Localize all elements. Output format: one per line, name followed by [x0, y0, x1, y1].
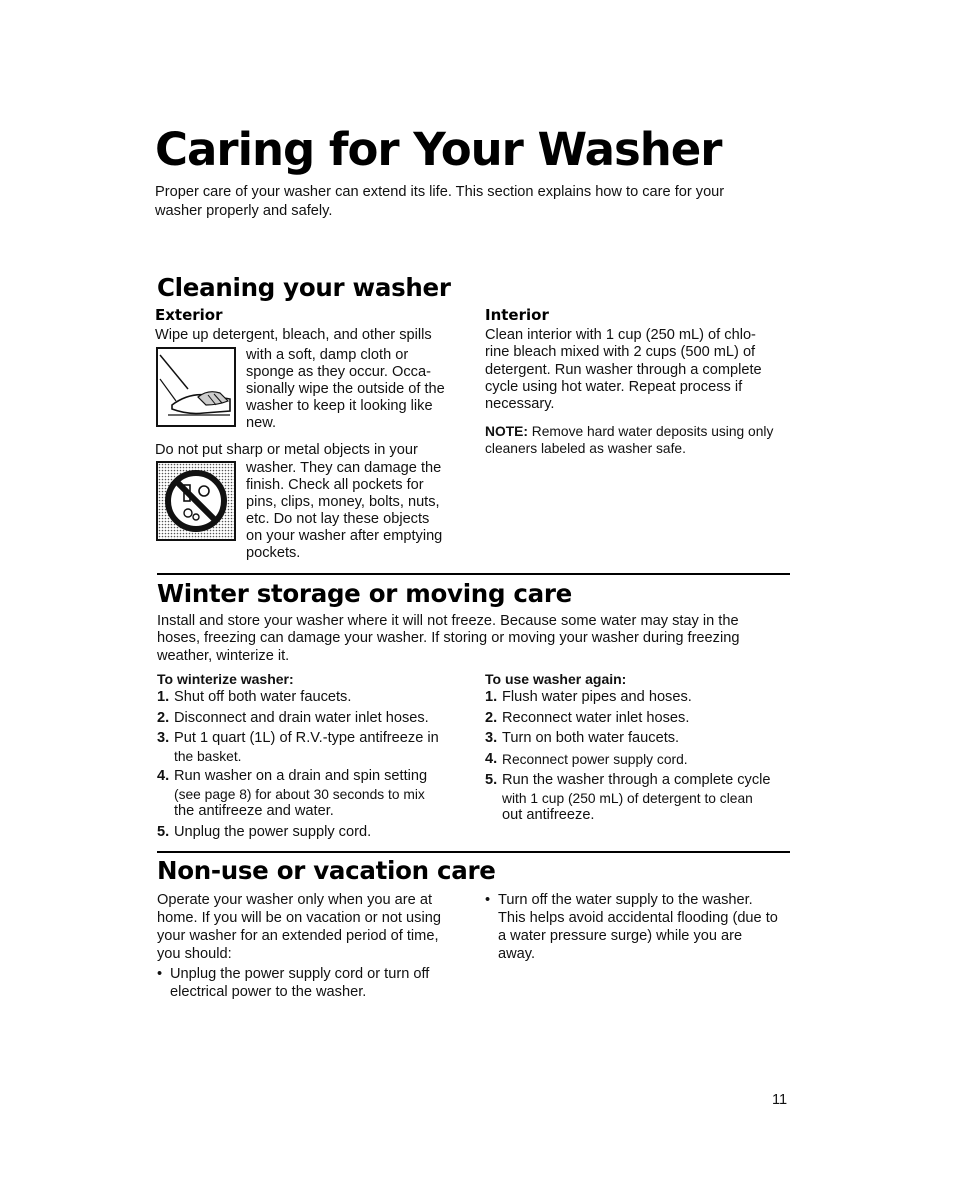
list-item: 1. Shut off both water faucets.	[157, 689, 352, 705]
use-again-heading: To use washer again:	[485, 671, 627, 687]
winterize-steps	[157, 689, 467, 844]
winter-heading: Winter storage or moving care	[157, 579, 572, 608]
nonuse-intro: Operate your washer only when you are at home. If you will be on vacation or not using your washer for an extended period of time, you should:	[157, 892, 441, 962]
page-number: 11	[772, 1092, 788, 1108]
list-item: 4. Reconnect power supply cord.	[485, 750, 688, 767]
exterior-wrap-line-5: new.	[246, 415, 277, 431]
note-text: Remove hard water deposits using only cleaners labeled as washer safe.	[485, 424, 774, 457]
exterior-wrap-line-3: sionally wipe the outside of the	[246, 381, 445, 397]
sharp-wrap-line-5: on your washer after emptying	[246, 528, 443, 544]
sharp-wrap-line-3: pins, clips, money, bolts, nuts,	[246, 494, 440, 510]
list-item: 3. Put 1 quart (1L) of R.V.-type antifreeze in the basket.	[157, 730, 439, 764]
list-item: • Unplug the power supply cord or turn off electrical power to the washer.	[157, 966, 430, 1000]
interior-note	[485, 423, 780, 458]
wiping-cloth-icon	[156, 347, 236, 427]
list-item: 3. Turn on both water faucets.	[485, 730, 680, 746]
winter-intro: Install and store your washer where it will not freeze. Because some water may stay in the hoses, freezing can damage your washer. If storing or moving your washer during freezing weather, winterize it.	[157, 613, 740, 664]
sharp-wrap-line-2: finish. Check all pockets for	[246, 477, 424, 493]
list-item: 4. Run washer on a drain and spin setting (see page 8) for about 30 seconds to mix the antifreeze and water.	[157, 768, 428, 819]
exterior-wrap-line-1: with a soft, damp cloth or	[246, 347, 409, 363]
exterior-lead-2: Do not put sharp or metal objects in your	[155, 442, 418, 458]
nonuse-heading: Non-use or vacation care	[157, 856, 496, 885]
exterior-lead-1: Wipe up detergent, bleach, and other spills	[155, 327, 432, 343]
list-item: 2. Disconnect and drain water inlet hoses.	[157, 709, 429, 726]
note-label: NOTE:	[485, 424, 528, 439]
nonuse-bullets-right	[485, 891, 780, 963]
winterize-heading: To winterize washer:	[157, 671, 294, 687]
sharp-wrap-line-1: washer. They can damage the	[246, 460, 442, 476]
exterior-wrap-line-2: sponge as they occur. Occa-	[246, 364, 431, 380]
nonuse-bullets-left	[157, 965, 457, 1001]
list-item: 1. Flush water pipes and hoses.	[485, 689, 692, 705]
exterior-wrap-line-4: washer to keep it looking like	[246, 398, 433, 414]
cleaning-heading: Cleaning your washer	[157, 273, 451, 302]
use-again-steps	[485, 689, 790, 828]
no-sharp-objects-icon	[156, 461, 236, 541]
list-item: • Turn off the water supply to the washer. This helps avoid accidental flooding (due to a water pressure surge) while you are away.	[485, 892, 778, 962]
page-title: Caring for Your Washer	[155, 123, 722, 176]
list-item: 5. Run the washer through a complete cycle with 1 cup (250 mL) of detergent to clean out antifreeze.	[485, 772, 771, 823]
intro-paragraph: Proper care of your washer can extend its life. This section explains how to care for your washer properly and safely.	[155, 184, 725, 219]
sharp-wrap-line-6: pockets.	[246, 545, 301, 561]
section-divider-nonuse	[157, 851, 790, 853]
interior-text: Clean interior with 1 cup (250 mL) of chlo-rine bleach mixed with 2 cups (500 mL) of detergent. Run washer through a complete cycle using hot water. Repeat process if necessary.	[485, 327, 762, 413]
section-divider-winter	[157, 573, 790, 575]
list-item: 2. Reconnect water inlet hoses.	[485, 709, 690, 726]
list-item: 5. Unplug the power supply cord.	[157, 823, 372, 840]
interior-heading: Interior	[485, 306, 549, 324]
sharp-wrap-line-4: etc. Do not lay these objects	[246, 511, 430, 527]
exterior-heading: Exterior	[155, 306, 223, 324]
